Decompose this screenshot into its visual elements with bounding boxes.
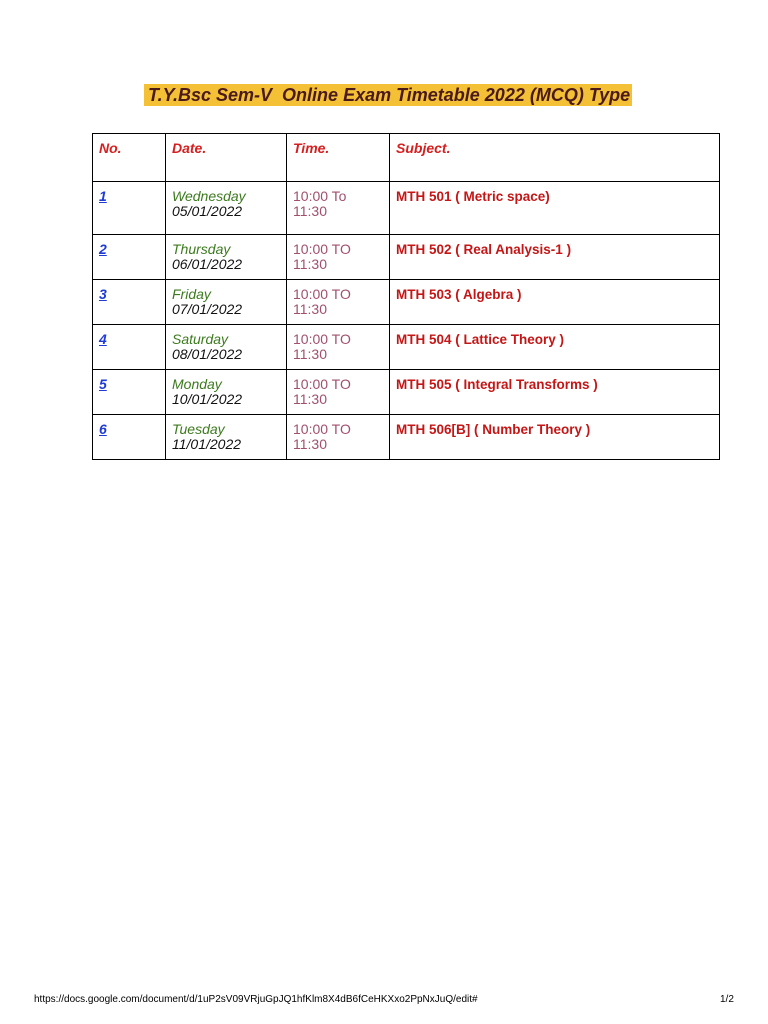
header-subject: Subject. xyxy=(390,134,720,182)
exam-date: 07/01/2022 xyxy=(172,301,243,317)
exam-subject: MTH 504 ( Lattice Theory ) xyxy=(396,332,565,347)
cell-subject xyxy=(390,235,720,280)
exam-timetable xyxy=(92,133,720,460)
cell-time xyxy=(287,325,390,370)
header-date: Date. xyxy=(166,134,287,182)
table-row xyxy=(93,415,720,460)
table-row xyxy=(93,280,720,325)
time-start: 10:00 TO xyxy=(293,331,351,347)
cell-subject xyxy=(390,415,720,460)
page-number: 1/2 xyxy=(720,994,734,1005)
exam-day: Monday xyxy=(172,376,222,392)
cell-date xyxy=(166,280,287,325)
header-no: No. xyxy=(93,134,166,182)
time-start: 10:00 To xyxy=(293,188,347,204)
cell-time xyxy=(287,235,390,280)
exam-subject: MTH 502 ( Real Analysis-1 ) xyxy=(396,242,572,257)
row-number-link[interactable]: 1 xyxy=(99,188,107,204)
time-end: 11:30 xyxy=(293,346,327,362)
time-end: 11:30 xyxy=(293,391,327,407)
cell-no xyxy=(93,325,166,370)
table-row xyxy=(93,182,720,235)
exam-date: 06/01/2022 xyxy=(172,256,243,272)
cell-date xyxy=(166,235,287,280)
time-end: 11:30 xyxy=(293,301,327,317)
cell-date xyxy=(166,182,287,235)
table-header-row xyxy=(93,134,720,182)
table-row xyxy=(93,235,720,280)
time-end: 11:30 xyxy=(293,436,327,452)
header-time: Time. xyxy=(287,134,390,182)
time-start: 10:00 TO xyxy=(293,376,351,392)
cell-time xyxy=(287,370,390,415)
exam-date: 05/01/2022 xyxy=(172,203,243,219)
exam-date: 08/01/2022 xyxy=(172,346,243,362)
cell-time xyxy=(287,280,390,325)
cell-subject xyxy=(390,182,720,235)
exam-day: Thursday xyxy=(172,241,231,257)
cell-subject xyxy=(390,325,720,370)
row-number-link[interactable]: 5 xyxy=(99,376,107,392)
page-title: T.Y.Bsc Sem-V Online Exam Timetable 2022 (MCQ) Type xyxy=(144,84,632,106)
title-container xyxy=(144,84,668,108)
exam-subject: MTH 503 ( Algebra ) xyxy=(396,287,522,302)
time-end: 11:30 xyxy=(293,203,327,219)
table-row xyxy=(93,370,720,415)
exam-day: Saturday xyxy=(172,331,229,347)
exam-day: Friday xyxy=(172,286,211,302)
row-number-link[interactable]: 2 xyxy=(99,241,107,257)
time-start: 10:00 TO xyxy=(293,421,351,437)
cell-date xyxy=(166,370,287,415)
cell-time xyxy=(287,182,390,235)
cell-time xyxy=(287,415,390,460)
exam-day: Tuesday xyxy=(172,421,225,437)
time-start: 10:00 TO xyxy=(293,241,351,257)
cell-no xyxy=(93,235,166,280)
cell-no xyxy=(93,370,166,415)
exam-subject: MTH 506[B] ( Number Theory ) xyxy=(396,422,591,437)
time-end: 11:30 xyxy=(293,256,327,272)
cell-date xyxy=(166,415,287,460)
exam-subject: MTH 505 ( Integral Transforms ) xyxy=(396,377,598,392)
row-number-link[interactable]: 6 xyxy=(99,421,107,437)
exam-subject: MTH 501 ( Metric space) xyxy=(396,189,550,204)
table-row xyxy=(93,325,720,370)
exam-date: 11/01/2022 xyxy=(172,436,242,452)
exam-date: 10/01/2022 xyxy=(172,391,243,407)
row-number-link[interactable]: 3 xyxy=(99,286,107,302)
row-number-link[interactable]: 4 xyxy=(99,331,107,347)
cell-date xyxy=(166,325,287,370)
cell-subject xyxy=(390,370,720,415)
exam-day: Wednesday xyxy=(172,188,246,204)
cell-subject xyxy=(390,280,720,325)
time-start: 10:00 TO xyxy=(293,286,351,302)
cell-no xyxy=(93,415,166,460)
footer-url: https://docs.google.com/document/d/1uP2sV09VRjuGpJQ1hfKlm8X4dB6fCeHKXxo2PpNxJuQ/edit# xyxy=(34,994,478,1005)
cell-no xyxy=(93,182,166,235)
cell-no xyxy=(93,280,166,325)
